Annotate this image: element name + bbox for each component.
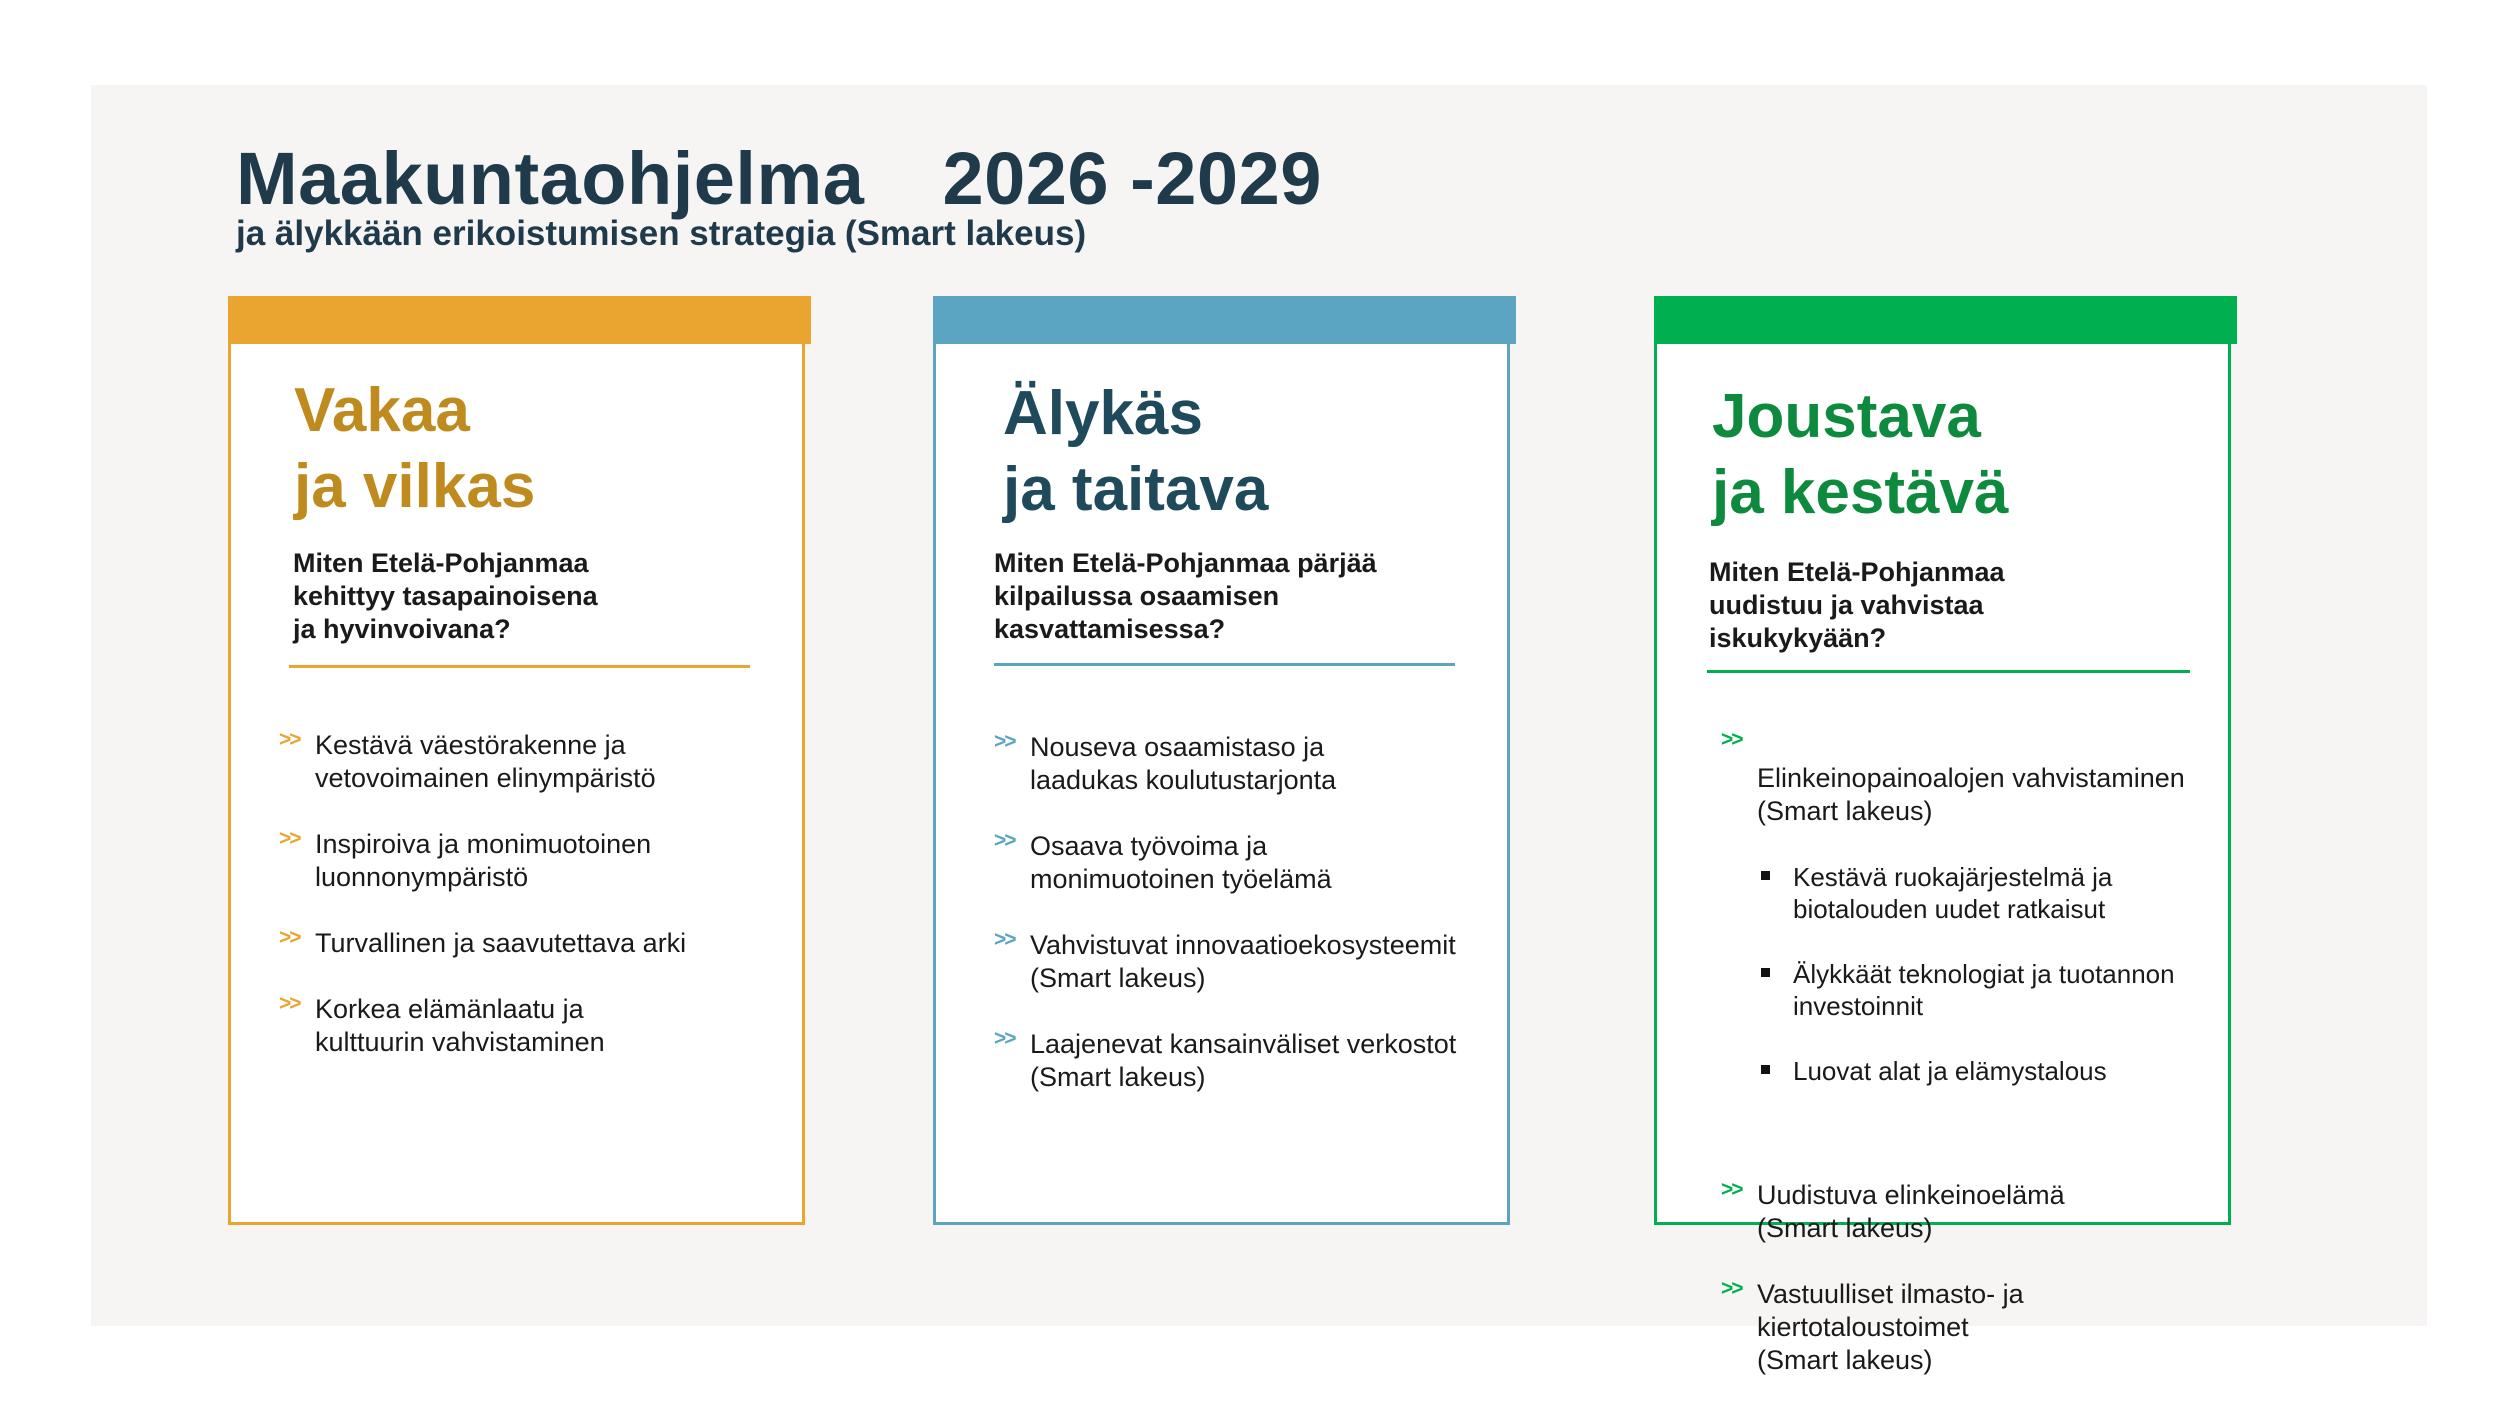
list-item: >> Vastuulliset ilmasto- ja kiertotaloustoimet (Smart lakeus) [1721, 1278, 2226, 1377]
double-chevron-icon: >> [279, 827, 300, 850]
list-item: >> Vahvistuvat innovaatioekosysteemit (Smart lakeus) [994, 929, 1504, 995]
card-vakaa [228, 296, 805, 1225]
square-bullet-icon [1761, 1065, 1770, 1074]
double-chevron-icon: >> [1721, 1178, 1742, 1201]
sub-list-item: Älykkäät teknologiat ja tuotannon investoinnit [1757, 958, 2226, 1022]
card-question: Miten Etelä-Pohjanmaa kehittyy tasapainoisena ja hyvinvoivana? [293, 548, 598, 644]
title-years: 2026 -2029 [942, 137, 1322, 220]
card-alykas [933, 296, 1510, 1225]
heading-line-2: ja vilkas [294, 452, 536, 521]
card-divider [1707, 670, 2190, 673]
list-item: >> Inspiroiva ja monimuotoinen luonnonympäristö [279, 828, 779, 894]
sub-list [1757, 828, 2226, 1120]
sub-list-item: Luovat alat ja elämystalous [1757, 1055, 2226, 1087]
square-bullet-icon [1761, 968, 1770, 977]
heading-line-2: ja kestävä [1712, 458, 2009, 527]
card-heading [294, 373, 535, 525]
card-divider [289, 665, 750, 668]
card-heading [1003, 376, 1268, 528]
double-chevron-icon: >> [994, 829, 1015, 852]
card-accent-bar [933, 296, 1516, 344]
card-heading [1712, 379, 2008, 531]
list-item: >> Turvallinen ja saavutettava arki [279, 927, 779, 960]
double-chevron-icon: >> [279, 728, 300, 751]
list-item: >> Nouseva osaamistaso ja laadukas koulutustarjonta [994, 731, 1504, 797]
double-chevron-icon: >> [994, 928, 1015, 951]
heading-line-2: ja taitava [1003, 455, 1269, 524]
square-bullet-icon [1761, 871, 1770, 880]
double-chevron-icon: >> [1721, 1277, 1742, 1300]
heading-line-1: Älykäs [1003, 379, 1203, 448]
card-joustava [1654, 296, 2231, 1375]
list-item: >> Kestävä väestörakenne ja vetovoimainen elinympäristö [279, 729, 779, 795]
page-title [236, 136, 1322, 221]
double-chevron-icon: >> [279, 926, 300, 949]
goal-list [994, 731, 1504, 1127]
title-text: Maakuntaohjelma [236, 137, 865, 220]
sub-list-item: Kestävä ruokajärjestelmä ja biotalouden uudet ratkaisut [1757, 861, 2226, 925]
heading-line-1: Vakaa [294, 376, 470, 445]
card-accent-bar [228, 296, 811, 344]
goal-list [279, 729, 779, 1092]
card-question: Miten Etelä-Pohjanmaa pärjää kilpailussa osaamisen kasvattamisessa? [994, 548, 1377, 644]
card-accent-bar [1654, 296, 2237, 344]
double-chevron-icon: >> [994, 730, 1015, 753]
list-item: >> Osaava työvoima ja monimuotoinen työelämä [994, 830, 1504, 896]
goal-list [1721, 729, 2226, 1410]
double-chevron-icon: >> [279, 992, 300, 1015]
list-item: >> Korkea elämänlaatu ja kulttuurin vahvistaminen [279, 993, 779, 1059]
heading-line-1: Joustava [1712, 382, 1981, 451]
page-subtitle: ja älykkään erikoistumisen strategia (Smart lakeus) [236, 214, 1087, 253]
double-chevron-icon: >> [1721, 728, 1742, 751]
double-chevron-icon: >> [994, 1027, 1015, 1050]
list-item: >> Laajenevat kansainväliset verkostot (Smart lakeus) [994, 1028, 1504, 1094]
card-divider [994, 663, 1455, 666]
list-item: >> Uudistuva elinkeinoelämä (Smart lakeus) [1721, 1179, 2226, 1245]
list-item: >> Elinkeinopainoalojen vahvistaminen (Smart lakeus) Kestävä ruokajärjestelmä ja biotalouden uudet ratkaisut Älykkäät teknologiat ja tuotannon investoinnit Luovat alat ja elämystalous [1721, 729, 2226, 1153]
card-question: Miten Etelä-Pohjanmaa uudistuu ja vahvistaa iskukykyään? [1709, 557, 2005, 653]
